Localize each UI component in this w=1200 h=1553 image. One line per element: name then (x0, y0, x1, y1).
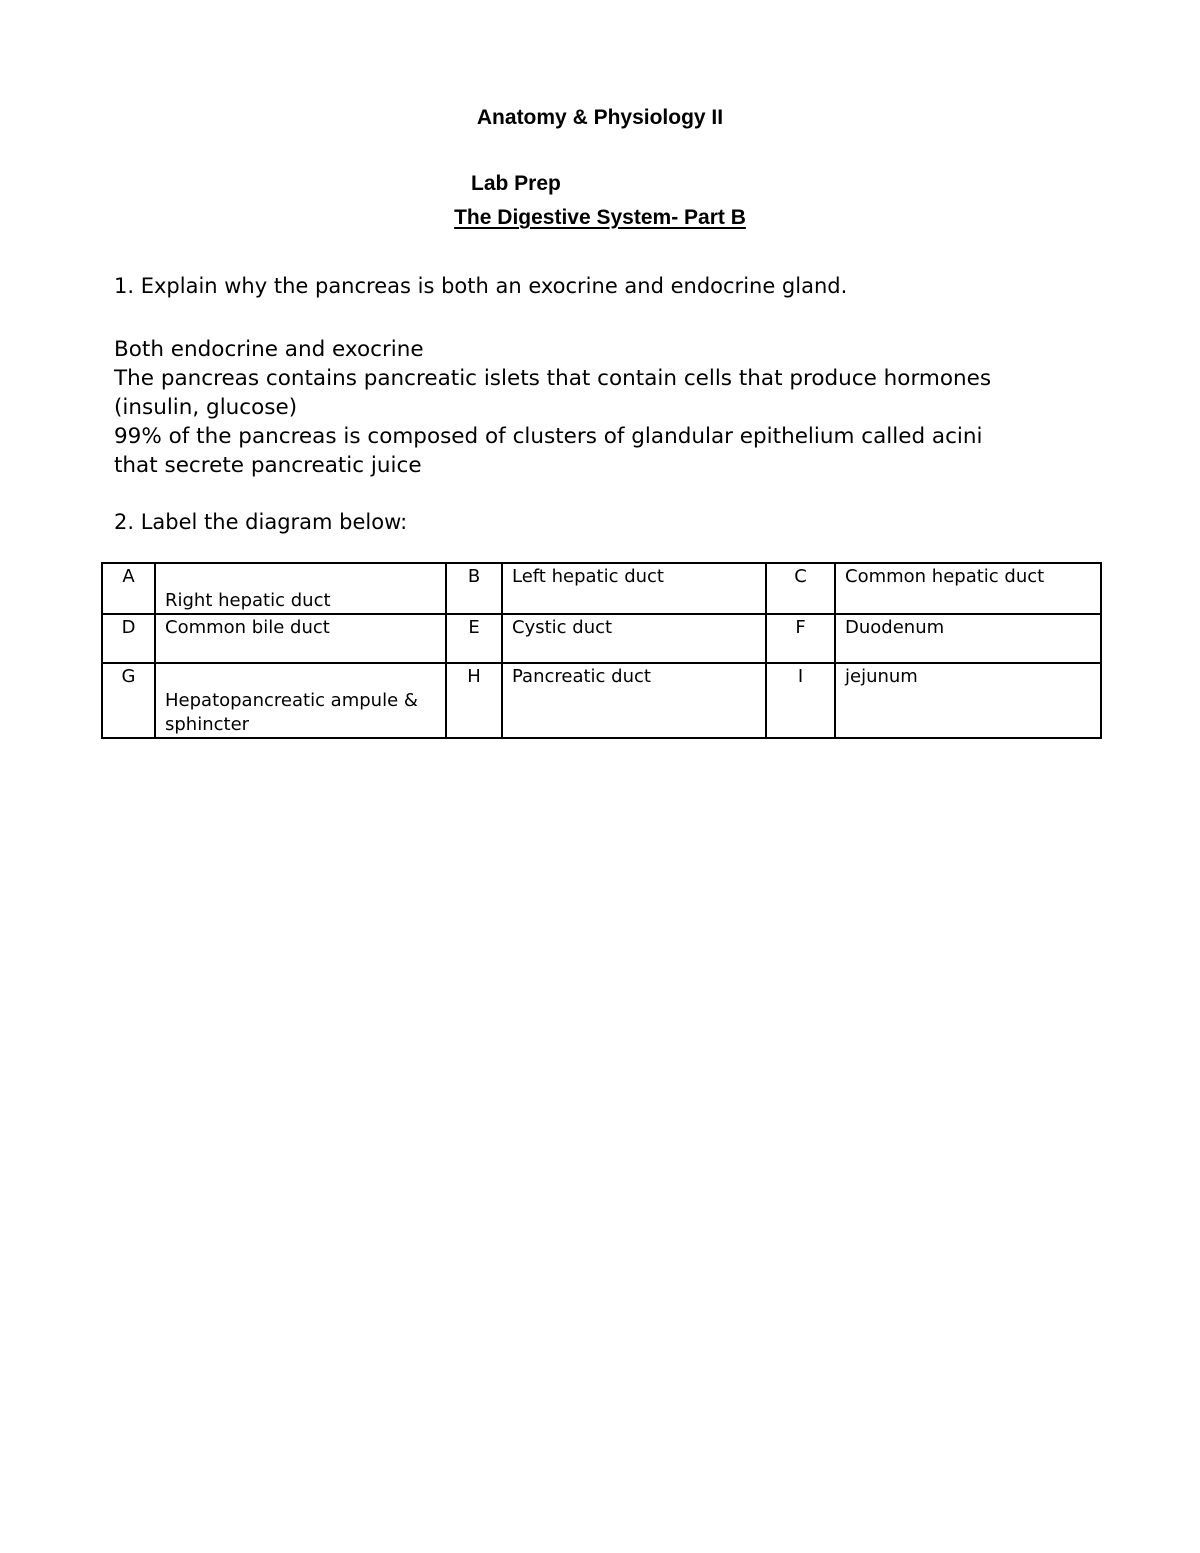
table-row (102, 563, 1101, 614)
label-letter-e: E (446, 614, 502, 663)
label-letter-d: D (102, 614, 155, 663)
answer-line: The pancreas contains pancreatic islets that contain cells that produce hormones (114, 366, 992, 391)
document-title: Anatomy & Physiology II (476, 106, 724, 129)
label-answer-d: Common bile duct (155, 614, 446, 663)
label-letter-f: F (766, 614, 835, 663)
label-letter-b: B (446, 563, 502, 614)
label-answer-text: Right hepatic duct (165, 590, 331, 611)
label-letter-h: H (446, 663, 502, 738)
label-table (101, 562, 1102, 739)
question-1-prompt: 1. Explain why the pancreas is both an exocrine and endocrine gland. (114, 274, 848, 298)
label-answer-i: jejunum (835, 663, 1101, 738)
label-answer-c: Common hepatic duct (835, 563, 1101, 614)
label-letter-c: C (766, 563, 835, 614)
label-letter-i: I (766, 663, 835, 738)
label-answer-a (155, 563, 446, 614)
table-row (102, 663, 1101, 738)
label-answer-e: Cystic duct (502, 614, 766, 663)
label-letter-g: G (102, 663, 155, 738)
label-answer-f: Duodenum (835, 614, 1101, 663)
answer-line: (insulin, glucose) (114, 395, 298, 420)
table-row (102, 614, 1101, 663)
label-answer-text: Hepatopancreatic ampule & sphincter (165, 690, 418, 735)
label-answer-h: Pancreatic duct (502, 663, 766, 738)
label-answer-b: Left hepatic duct (502, 563, 766, 614)
section-heading (0, 205, 1200, 231)
answer-line: 99% of the pancreas is composed of clusters of glandular epithelium called acini (114, 424, 983, 449)
question-1-answer (114, 335, 1104, 480)
answer-line: that secrete pancreatic juice (114, 453, 422, 478)
section-heading-text: The Digestive System- Part B (454, 206, 746, 229)
answer-line: Both endocrine and exocrine (114, 337, 424, 362)
label-answer-g (155, 663, 446, 738)
label-letter-a: A (102, 563, 155, 614)
document-subtitle: Lab Prep (471, 172, 561, 195)
question-2-prompt: 2. Label the diagram below: (114, 510, 408, 534)
